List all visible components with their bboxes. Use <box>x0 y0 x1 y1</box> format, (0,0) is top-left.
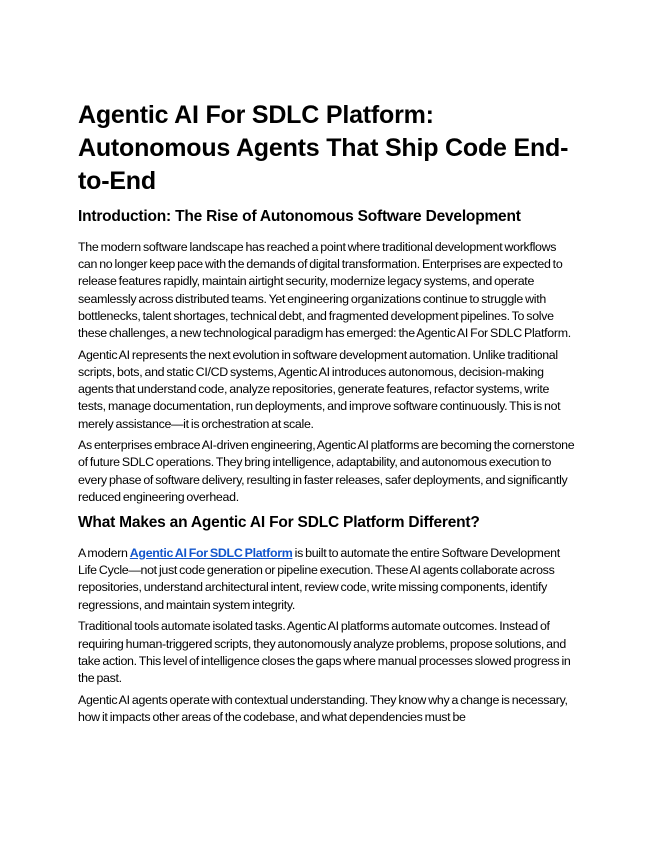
document-title: Agentic AI For SDLC Platform: Autonomous Agents That Ship Code End-to-End <box>78 101 569 195</box>
link-paragraph-suffix: is built to automate the entire Software Development Life Cycle—not just code generation or pipeline execution. These AI agents collaborate across repositories, understand architectural intent, review code, write missing components, identify regressions, and maintain system integrity. <box>78 546 560 612</box>
paragraph-with-link <box>78 545 576 614</box>
paragraph-traditional-tools: Traditional tools automate isolated tasks. Agentic AI platforms automate outcomes. Instead of requiring human-triggered scripts, they autonomously analyze problems, propose solutions, and take action. This level of intelligence closes the gaps where manual processes slowed progress in the past. <box>78 619 571 685</box>
link-paragraph-prefix: A modern <box>78 546 130 561</box>
paragraph-modern-landscape: The modern software landscape has reached a point where traditional development workflows can no longer keep pace with the demands of digital transformation. Enterprises are expected to release features rapidly, maintain airtight security, modernize legacy systems, and operate seamlessly across distributed teams. Yet engineering organizations continue to struggle with bottlenecks, talent shortages, technical debt, and fragmented development pipelines. To solve these challenges, a new technological paradigm has emerged: the Agentic AI For SDLC Platform. <box>78 240 571 341</box>
section-heading-introduction: Introduction: The Rise of Autonomous Software Development <box>78 208 521 225</box>
section-heading-what-makes-different: What Makes an Agentic AI For SDLC Platform Different? <box>78 514 480 532</box>
paragraph-enterprises-embrace: As enterprises embrace AI-driven engineering, Agentic AI platforms are becoming the cornerstone of future SDLC operations. They bring intelligence, adaptability, and autonomous execution to every phase of software delivery, resulting in faster releases, safer deployments, and significantly reduced engineering overhead. <box>78 438 575 504</box>
paragraph-contextual-understanding: Agentic AI agents operate with contextual understanding. They know why a change is necessary, how it impacts other areas of the codebase, and what dependencies must be <box>78 692 568 724</box>
agentic-ai-for-sdlc-platform-link[interactable]: Agentic AI For SDLC Platform <box>129 546 293 561</box>
paragraph-next-evolution: Agentic AI represents the next evolution in software development automation. Unlike traditional scripts, bots, and static CI/CD systems, Agentic AI introduces autonomous, decision-making agents that understand code, analyze repositories, generate features, refactor systems, write tests, manage documentation, run deployments, and improve software continuously. This is not merely assistance—it is orchestration at scale. <box>78 347 561 431</box>
